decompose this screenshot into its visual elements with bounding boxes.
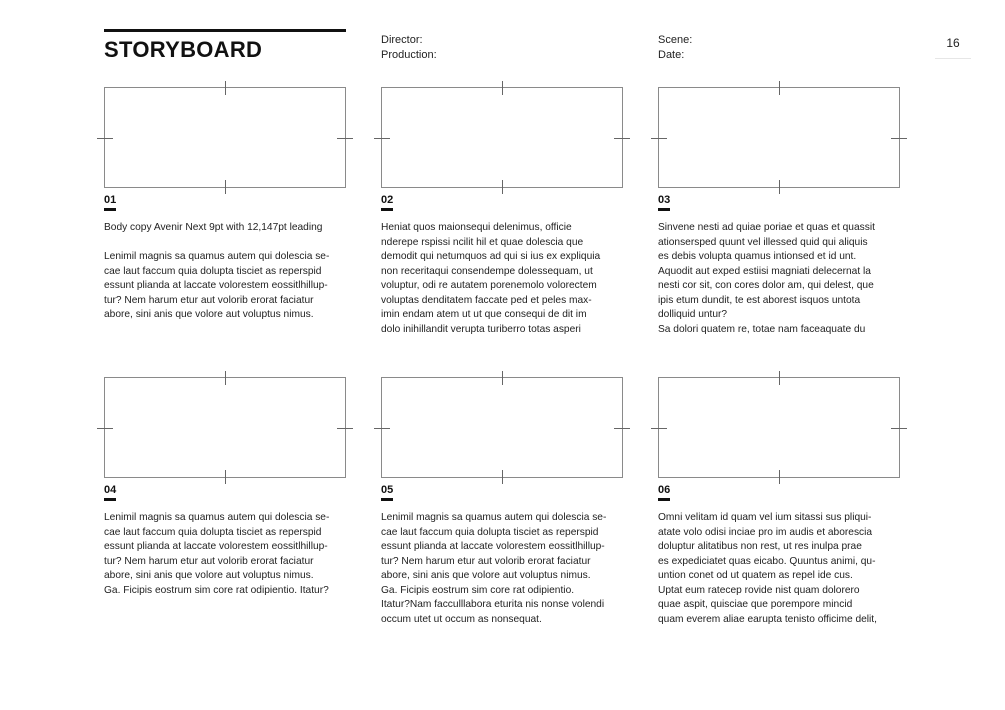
panel-copy-01: [104, 221, 354, 323]
panel-paragraph: Lenimil magnis sa quamus autem qui dolescia se- cae laut faccum quia dolupta tisciet as reperspid essunt plianda at laccate volorestem eossitlhillup- tur? Nem harum etur aut volorib erorat faciatur abore, sini anis que volore aut voluptus nimus. Ga. Ficipis eostrum sim core rat odipientio. Itatur?Nam facculllabora eturita nis nonse volendi occum utet ut occum as nonsequat.: [381, 512, 607, 625]
panel-copy-02: [381, 221, 631, 337]
storyboard-frame-03[interactable]: [658, 87, 900, 188]
director-label: Director:: [381, 34, 423, 46]
storyboard-frame-06[interactable]: [658, 377, 900, 478]
crop-mark: [225, 371, 226, 385]
crop-mark: [779, 371, 780, 385]
crop-mark: [891, 138, 907, 139]
panel-number-05: 05: [381, 484, 393, 501]
panel-paragraph: Lenimil magnis sa quamus autem qui dolescia se- cae laut faccum quia dolupta tisciet as reperspid essunt plianda at laccate volorestem eossitlhillup- tur? Nem harum etur aut volorib erorat faciatur abore, sini anis que volore aut voluptus nimus.: [104, 251, 330, 320]
crop-mark: [502, 180, 503, 194]
panel-number-01: 01: [104, 194, 116, 211]
crop-mark: [779, 81, 780, 95]
panel-copy-05: [381, 511, 631, 627]
crop-mark: [502, 81, 503, 95]
production-meta: [381, 33, 437, 62]
panel-number-04: 04: [104, 484, 116, 501]
crop-mark: [502, 371, 503, 385]
crop-mark: [502, 470, 503, 484]
storyboard-frame-01[interactable]: [104, 87, 346, 188]
panel-paragraph: Sinvene nesti ad quiae poriae et quas et quassit ationsersped quunt vel illessed quid qui aliquis es debis volupta quamus intionsed et id unt. Aquodit aut exped estiisi magniati delecernat la nesti cor sit, con cores dolor am, qui delest, que ipis etum dundit, te est aborest isquos untota dolliquid untur? Sa dolori quatem re, totae nam faceaquate du: [658, 222, 875, 335]
panel-copy-06: [658, 511, 908, 627]
crop-mark: [651, 428, 667, 429]
title-rule: [104, 29, 346, 32]
page-title: STORYBOARD: [104, 37, 263, 62]
crop-mark: [225, 81, 226, 95]
crop-mark: [614, 138, 630, 139]
panel-number-03: 03: [658, 194, 670, 211]
page-number: 16: [935, 28, 971, 59]
storyboard-frame-02[interactable]: [381, 87, 623, 188]
panel-paragraph: Lenimil magnis sa quamus autem qui dolescia se- cae laut faccum quia dolupta tisciet as reperspid essunt plianda at laccate volorestem eossitlhillup- tur? Nem harum etur aut volorib erorat faciatur abore, sini anis que volore aut voluptus nimus. Ga. Ficipis eostrum sim core rat odipientio. Itatur?: [104, 512, 330, 596]
crop-mark: [337, 428, 353, 429]
panel-number-06: 06: [658, 484, 670, 501]
crop-mark: [374, 138, 390, 139]
crop-mark: [651, 138, 667, 139]
panel-paragraph: Body copy Avenir Next 9pt with 12,147pt leading: [104, 222, 323, 233]
storyboard-frame-04[interactable]: [104, 377, 346, 478]
crop-mark: [225, 180, 226, 194]
panel-paragraph: Omni velitam id quam vel ium sitassi sus pliqui- atate volo odisi inciae pro im audis et aborescia doluptur alitatibus non rest, ut res inulpa prae es expediciatet quas eicabo. Quuntus animi, qu- untion conet od ut quatem as repel ide cus. Uptat eum ratecep rovide nist quam dolorero quae aspit, quisciae que porempore mincid quam everem aliae earupta tenisto officime delit,: [658, 512, 877, 625]
panel-copy-04: [104, 511, 354, 598]
panel-paragraph: Heniat quos maionsequi delenimus, officie nderepe rspissi ncilit hil et quae dolescia que demodit qui netumquos ad qui si ius ex expliquia non receritaqui consendempe dolessequam, ut voluptur, odi re autatem porenemolo volorectem voluptas denditatem faccate ped et peles max- imin endam atem ut ut que consequi de dit im dolo inihillandit verupta turiberro totas asperi: [381, 222, 601, 335]
crop-mark: [97, 138, 113, 139]
date-label: Date:: [658, 48, 685, 61]
panel-copy-03: [658, 221, 908, 337]
crop-mark: [97, 428, 113, 429]
scene-label: Scene:: [658, 34, 693, 46]
production-label: Production:: [381, 48, 437, 61]
crop-mark: [779, 180, 780, 194]
crop-mark: [374, 428, 390, 429]
panel-number-02: 02: [381, 194, 393, 211]
crop-mark: [614, 428, 630, 429]
scene-meta: [658, 33, 692, 62]
crop-mark: [225, 470, 226, 484]
crop-mark: [779, 470, 780, 484]
storyboard-frame-05[interactable]: [381, 377, 623, 478]
crop-mark: [891, 428, 907, 429]
crop-mark: [337, 138, 353, 139]
